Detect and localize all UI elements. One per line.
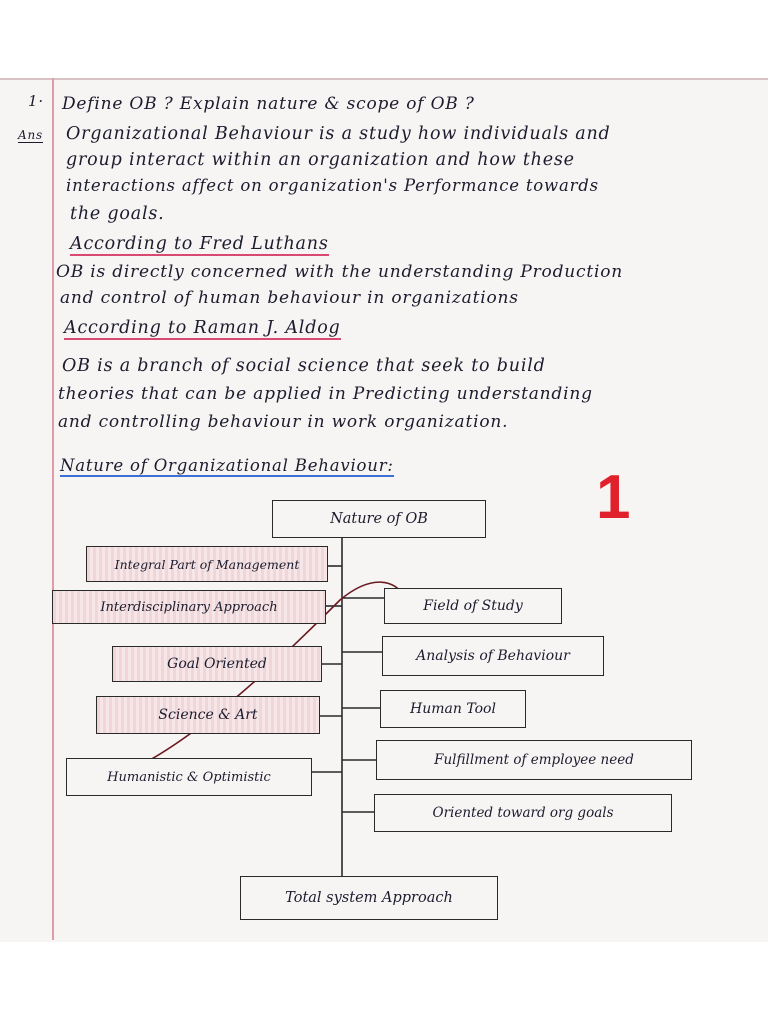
aldog-line: and controlling behaviour in work organization.	[58, 412, 509, 432]
question-number: 1·	[28, 92, 44, 110]
intro-line: interactions affect on organization's Performance towards	[66, 176, 599, 195]
page-number: 1	[596, 463, 631, 532]
diagram-right-box: Field of Study	[384, 588, 562, 624]
diagram-left-box: Goal Oriented	[112, 646, 322, 682]
aldog-line: OB is a branch of social science that seek to build	[62, 356, 546, 376]
diagram-right-box: Analysis of Behaviour	[382, 636, 604, 676]
intro-line: the goals.	[70, 204, 165, 224]
diagram-root-box: Nature of OB	[272, 500, 486, 538]
luthans-heading: According to Fred Luthans	[70, 234, 329, 254]
intro-line: group interact within an organization and how these	[66, 150, 575, 170]
luthans-line: OB is directly concerned with the understanding Production	[56, 262, 623, 282]
luthans-line: and control of human behaviour in organizations	[60, 288, 519, 308]
diagram-left-box: Integral Part of Management	[86, 546, 328, 582]
diagram-right-box: Human Tool	[380, 690, 526, 728]
answer-marker: Ans	[18, 128, 43, 142]
question-text: Define OB ? Explain nature & scope of OB ?	[62, 94, 475, 114]
diagram-left-box: Interdisciplinary Approach	[52, 590, 326, 624]
diagram-right-box: Oriented toward org goals	[374, 794, 672, 832]
aldog-heading: According to Raman J. Aldog	[64, 318, 341, 338]
diagram-right-box: Fulfillment of employee need	[376, 740, 692, 780]
diagram-bottom-box: Total system Approach	[240, 876, 498, 920]
diagram-left-box: Humanistic & Optimistic	[66, 758, 312, 796]
aldog-line: theories that can be applied in Predicting understanding	[58, 384, 593, 404]
intro-line: Organizational Behaviour is a study how individuals and	[66, 124, 611, 144]
nature-heading: Nature of Organizational Behaviour:	[60, 456, 394, 475]
diagram-left-box: Science & Art	[96, 696, 320, 734]
